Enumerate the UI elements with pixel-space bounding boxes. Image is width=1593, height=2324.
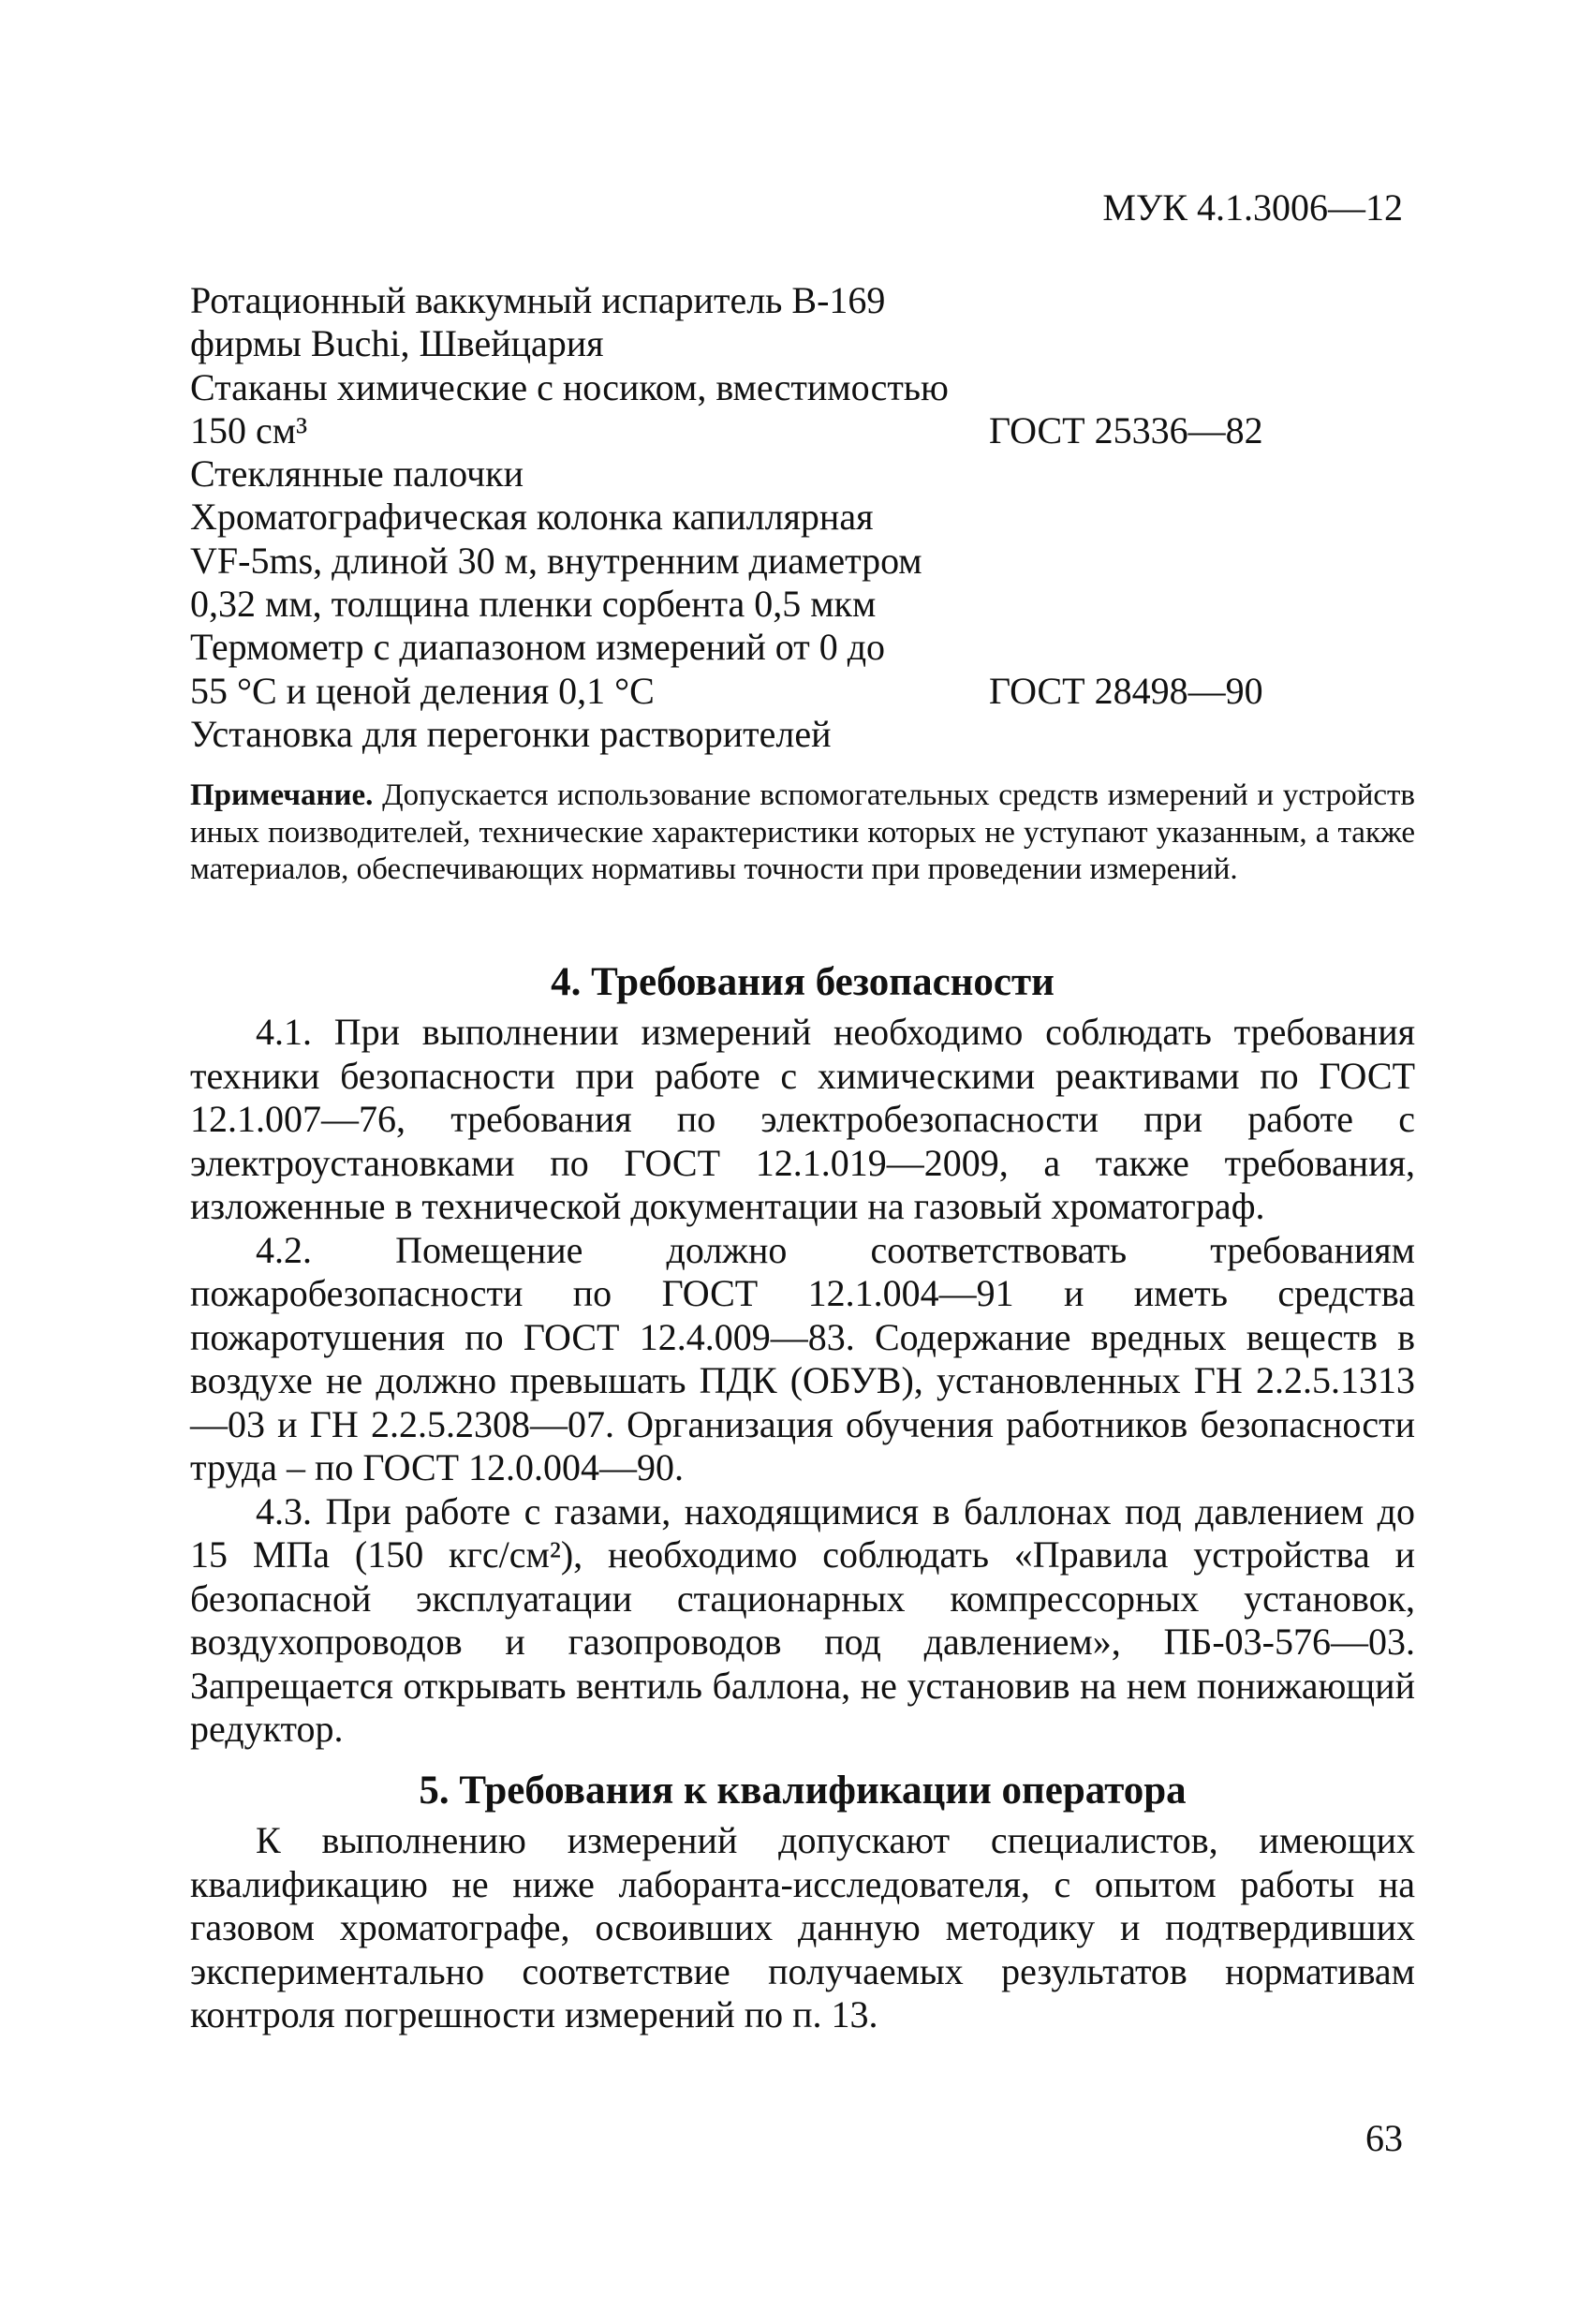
equipment-line: 150 см³ <box>190 408 308 451</box>
equipment-line: Термометр с диапазоном измерений от 0 до <box>190 626 886 669</box>
equipment-standard: ГОСТ 25336—82 <box>989 408 1263 451</box>
equipment-standard: ГОСТ 28498—90 <box>989 669 1263 712</box>
equipment-line: 55 °С и ценой деления 0,1 °С <box>190 669 655 712</box>
equipment-line: фирмы Buchi, Швейцария <box>190 322 604 365</box>
equipment-line: Стаканы химические с носиком, вместимостью <box>190 365 949 408</box>
note-label: Примечание. <box>190 778 374 812</box>
equipment-item <box>190 626 1286 713</box>
section-4-heading: 4. Требования безопасности <box>551 960 1055 1004</box>
equipment-line: Ротационный ваккумный испаритель В-169 <box>190 279 886 321</box>
equipment-line: Установка для перегонки растворителей <box>190 712 832 755</box>
note-block <box>190 777 1415 889</box>
paragraph-5: К выполнению измерений допускают специалистов, имеющих квалификацию не ниже лаборанта-исследователя, с опытом работы на газовом хроматографе, освоивших данную методику и подтвердивших экспериментально соответствие получаемых результатов нормативам контроля погрешности измерений по п. 13. <box>190 1819 1415 2035</box>
equipment-item <box>190 452 1286 496</box>
note-text: Допускается использование вспомогательных средств измерений и устройств иных поизводителей, технические характеристики которых не уступают указанным, а также материалов, обеспечивающих нормативы точности при проведении измерений. <box>190 778 1415 886</box>
equipment-item <box>190 279 1286 366</box>
paragraph-4-1: 4.1. При выполнении измерений необходимо соблюдать требования техники безопасности при работе с химическими реактивами по ГОСТ 12.1.007—76, требования по электробезопасности при работе с электроустановками по ГОСТ 12.1.019—2009, а также требования, изложенные в технической документации на газовый хроматограф. <box>190 1011 1415 1227</box>
paragraph-4-2: 4.2. Помещение должно соответствовать требованиям пожаробезопасности по ГОСТ 12.1.004—91 и иметь средства пожаротушения по ГОСТ 12.4.009—83. Содержание вредных веществ в воздухе не должно превышать ПДК (ОБУВ), установленных ГН 2.2.5.1313—03 и ГН 2.2.5.2308—07. Организация обучения работников безопасности труда – по ГОСТ 12.0.004—90. <box>190 1228 1415 1488</box>
equipment-line: 0,32 мм, толщина пленки сорбента 0,5 мкм <box>190 583 877 626</box>
equipment-item <box>190 713 1286 756</box>
paragraph-4-3: 4.3. При работе с газами, находящимися в баллонах под давлением до 15 МПа (150 кгс/см²), необходимо соблюдать «Правила устройства и безопасной эксплуатации стационарных компрессорных установок, воздухопроводов и газопроводов под давлением», ПБ-03-576—03. Запрещается открывать вентиль баллона, не установив на нем понижающий редуктор. <box>190 1489 1415 1750</box>
equipment-line: Стеклянные палочки <box>190 452 524 496</box>
equipment-line: VF-5ms, длиной 30 м, внутренним диаметром <box>190 539 922 582</box>
equipment-line: Хроматографическая колонка капиллярная <box>190 496 874 539</box>
equipment-item <box>190 366 1286 453</box>
section-4-body <box>190 1011 1415 1752</box>
page-number: 63 <box>1365 2117 1403 2159</box>
equipment-item <box>190 496 1286 626</box>
equipment-list <box>190 279 1286 756</box>
document-code-header: МУК 4.1.3006—12 <box>1102 186 1403 229</box>
section-5-heading: 5. Требования к квалификации оператора <box>419 1769 1187 1813</box>
section-5-body <box>190 1819 1415 2037</box>
